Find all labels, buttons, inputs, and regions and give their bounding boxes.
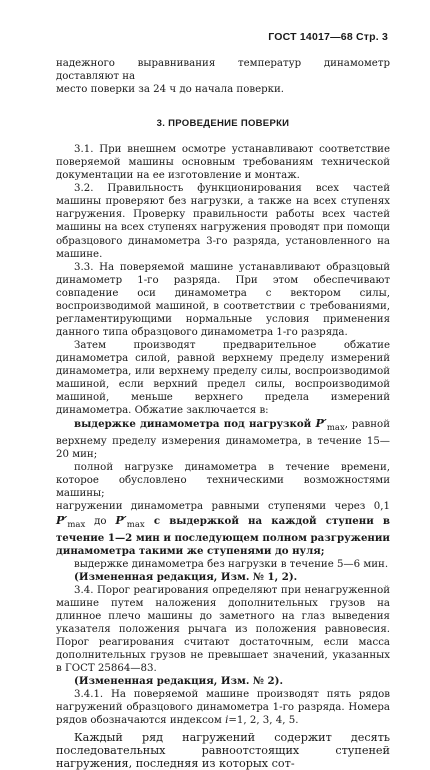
paragraph-3-3: 3.3. На поверяемой машине устанавливают образцовый динамометр 1-го разряда. При этом обеспечивают совпадение оси динамометра с вектором силы, воспроизводимой машиной, в соответствии с требованиями, регламентирующими нормальные условия применения данного типа образцового динамометра 1-го разряда.: [56, 261, 390, 338]
text-line: надежного выравнивания температур динамометр доставляют на: [56, 58, 390, 83]
index-symbol: i: [225, 715, 229, 727]
paragraph-item-1: [56, 417, 390, 461]
paragraph-last: Каждый ряд нагружений содержит десять последовательных равноотстоящих ступеней нагружения, последняя из которых сот-: [56, 731, 390, 770]
document-body: [56, 57, 390, 770]
paragraph-item-3: [56, 500, 390, 557]
paragraph-zatem: Затем производят предварительное обжатие динамометра силой, равной верхнему пределу измерений динамометра, или верхнему пределу силы, воспроизводимой машиной, если верхний предел силы, воспроизводимой машиной, меньше верхнего предела измерений динамометра. Обжатие заключается в:: [56, 339, 390, 417]
force-symbol: P′: [115, 512, 127, 527]
item-1-rest: , равной верхнему пределу измерения динамометра, в течение 15—20 мин;: [56, 419, 390, 461]
item-3-mid: до: [85, 515, 116, 527]
item-3-rest: с выдержкой на каждой ступени в течение 1—2 мин и последующем полном разгружении динамометра такими же ступенями до нуля;: [56, 514, 390, 557]
force-subscript: max: [326, 423, 345, 434]
paragraph-item-4: выдержке динамометра без нагрузки в течение 5—6 мин.: [74, 558, 389, 570]
force-subscript: max: [67, 519, 86, 530]
paragraph-continued: [56, 57, 390, 96]
item-1-lead: выдержке динамометра под нагрузкой: [74, 418, 316, 431]
paragraph-3-2: 3.2. Правильность функционирования всех частей машины проверяют без нагрузки, а также на всех ступенях нагружения. Проверку правильности работы всех частей машины на всех ступенях нагружения проводят при помощи образцового динамометра 3-го разряда, установленного на машине.: [56, 183, 390, 260]
text-line: место поверки за 24 ч до начала поверки.: [56, 84, 285, 96]
force-symbol: P′: [315, 416, 327, 431]
p341-rest: =1, 2, 3, 4, 5.: [228, 715, 299, 727]
amendment-note-2: (Измененная редакция, Изм. № 2).: [74, 675, 284, 688]
paragraph-3-4-1: [56, 688, 390, 727]
paragraph-3-1: 3.1. При внешнем осмотре устанавливают соответствие поверяемой машины основным требованиям технической документации на ее изготовление и монтаж.: [56, 144, 390, 182]
force-symbol: P′: [56, 512, 68, 527]
item-3-lead: нагружении динамометра равными ступенями через 0,1: [56, 501, 390, 513]
amendment-note-1: (Измененная редакция, Изм. № 1, 2).: [74, 570, 298, 583]
paragraph-item-2: полной нагрузке динамометра в течение времени, которое обусловлено техническими возможностями машины;: [56, 462, 390, 500]
page-header: ГОСТ 14017—68 Стр. 3: [268, 31, 388, 43]
p341-lead: 3.4.1. На поверяемой машине производят пять рядов нагружений образцового динамометра 1-го разряда. Номера рядов обозначаются индексом: [56, 689, 390, 727]
force-subscript: max: [126, 519, 145, 530]
section-heading: 3. ПРОВЕДЕНИЕ ПОВЕРКИ: [156, 118, 290, 130]
paragraph-3-4: 3.4. Порог реагирования определяют при ненагруженной машине путем наложения дополнительных грузов на длинное плечо машины до заметного на глаз выведения указателя положения рычага из положения равновесия. Порог реагирования считают достаточным, если масса дополнительных грузов не превышает значений, указанных в ГОСТ 25864—83.: [56, 584, 390, 675]
